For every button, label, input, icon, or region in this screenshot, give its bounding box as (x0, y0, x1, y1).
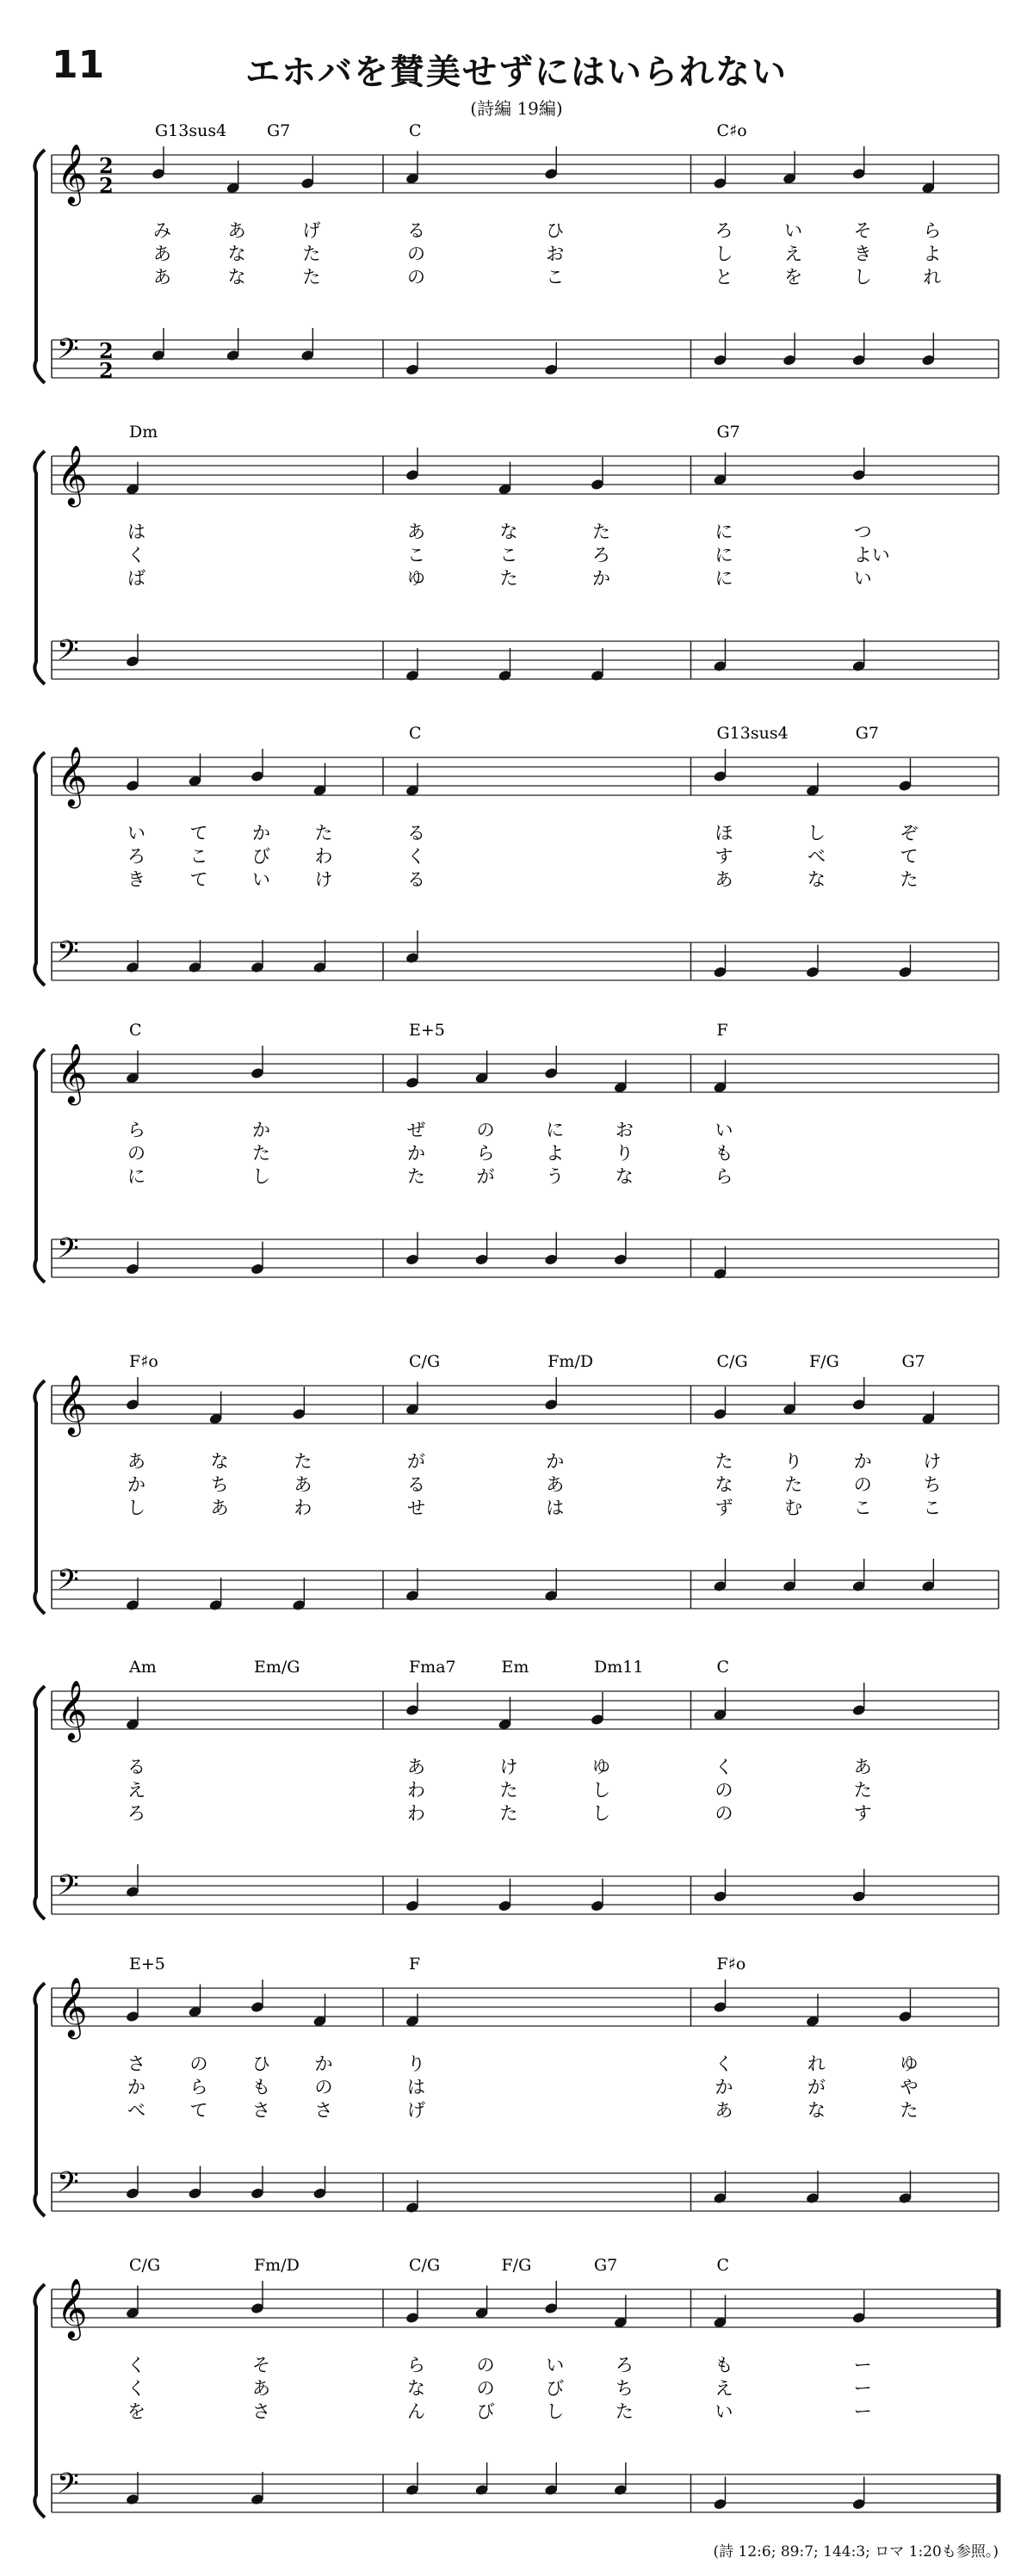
bass-clef-icon: 𝄢 (57, 333, 79, 373)
lyric-syllable: ろ (615, 2355, 634, 2375)
lyric-syllable: や (900, 2077, 919, 2097)
treble-staff (52, 2278, 999, 2340)
lyric-syllable: う (546, 1166, 565, 1187)
chord-symbol: Em (501, 1658, 529, 1677)
lyric-syllable: あ (127, 1451, 145, 1472)
system-bracket (34, 1381, 45, 1614)
chord-symbol: Em/G (254, 1658, 300, 1677)
chord-symbol: G13sus4 (716, 724, 789, 743)
lyric-syllable: ぞ (900, 823, 919, 843)
system-1 (34, 121, 999, 383)
lyric-syllable: て (900, 846, 919, 867)
bass-clef-icon: 𝄢 (57, 634, 79, 674)
lyric-syllable: ろ (127, 1803, 145, 1824)
treble-clef-icon: 𝄞 (57, 144, 88, 204)
lyric-syllable: ち (615, 2378, 634, 2399)
system-bracket (34, 1686, 45, 1919)
lyric-syllable: た (499, 568, 518, 589)
lyric-syllable: い (127, 823, 145, 843)
lyric-syllable: に (546, 1120, 565, 1140)
system-bracket (34, 150, 45, 383)
bass-clef-icon: 𝄢 (57, 1564, 79, 1603)
time-signature-top: 2 (99, 338, 114, 363)
lyric-syllable: の (476, 1120, 495, 1140)
lyric-syllable: わ (407, 1780, 425, 1801)
lyric-syllable: に (127, 1166, 145, 1187)
lyric-syllable: る (127, 1757, 145, 1777)
treble-clef-icon: 𝄞 (57, 746, 88, 806)
lyric-syllable: た (499, 1780, 518, 1801)
chord-symbol: C♯o (716, 121, 747, 140)
lyric-syllable: べ (807, 846, 826, 867)
lyric-syllable: こ (923, 1498, 942, 1518)
lyric-syllable: そ (853, 220, 872, 241)
chord-symbol: C (129, 1021, 142, 1040)
chord-symbol: Fma7 (409, 1658, 456, 1677)
lyric-syllable: け (499, 1757, 518, 1777)
lyric-syllable: す (714, 846, 733, 867)
treble-clef-icon: 𝄞 (57, 2278, 88, 2338)
lyric-syllable: く (127, 2378, 145, 2399)
chord-symbol: E+5 (409, 1021, 445, 1040)
lyric-syllable: あ (407, 1757, 425, 1777)
bass-staff (52, 1232, 999, 1277)
lyric-syllable: お (546, 244, 565, 264)
lyric-syllable: ぜ (407, 1120, 425, 1140)
chord-symbol: E+5 (129, 1955, 165, 1974)
lyric-syllable: る (407, 823, 425, 843)
lyric-syllable: な (210, 1451, 229, 1472)
lyric-syllable: な (807, 869, 826, 890)
lyric-syllable: く (714, 1757, 733, 1777)
lyric-syllable: な (499, 522, 518, 542)
lyric-syllable: の (476, 2355, 495, 2375)
lyric-syllable: あ (294, 1474, 312, 1495)
lyric-syllable: き (127, 869, 145, 890)
lyric-syllable: び (476, 2401, 495, 2422)
lyric-syllable: ら (476, 1143, 495, 1164)
lyric-syllable: く (127, 2355, 145, 2375)
lyric-syllable: わ (407, 1803, 425, 1824)
lyric-syllable: げ (302, 220, 321, 241)
lyric-syllable: し (592, 1780, 610, 1801)
system-bracket (34, 451, 45, 684)
chord-symbol: F (409, 1955, 421, 1974)
chord-symbol: C (716, 2256, 730, 2275)
lyric-syllable: た (407, 1166, 425, 1187)
lyric-syllable: か (546, 1451, 565, 1472)
lyric-syllable: た (784, 1474, 803, 1495)
lyric-syllable: の (853, 1474, 872, 1495)
lyric-syllable: も (714, 2355, 733, 2375)
lyric-syllable: ゆ (407, 568, 425, 589)
lyric-syllable: か (853, 1451, 872, 1472)
chord-symbol: C/G (716, 1352, 748, 1371)
bass-staff (52, 936, 999, 980)
lyric-syllable: ら (407, 2355, 425, 2375)
system-3 (34, 724, 999, 985)
lyric-syllable: ゆ (900, 2054, 919, 2074)
lyric-syllable: あ (407, 522, 425, 542)
lyric-syllable: る (407, 1474, 425, 1495)
chord-symbol: Fm/D (547, 1352, 594, 1371)
lyric-syllable: る (407, 869, 425, 890)
lyric-syllable: さ (252, 2100, 270, 2121)
lyric-syllable: そ (252, 2355, 270, 2375)
song-number: 11 (52, 43, 105, 87)
system-7 (34, 1955, 999, 2216)
system-bracket (34, 1983, 45, 2216)
lyric-syllable: た (615, 2401, 634, 2422)
lyric-syllable: よ (546, 1143, 565, 1164)
lyric-syllable: け (314, 869, 333, 890)
lyric-syllable: し (853, 267, 872, 287)
chord-symbol: F/G (501, 2256, 532, 2275)
lyric-syllable: れ (923, 267, 942, 287)
lyric-syllable: え (784, 244, 803, 264)
lyric-syllable: き (853, 244, 872, 264)
lyric-syllable: こ (407, 545, 425, 565)
lyric-syllable: の (127, 1143, 145, 1164)
lyric-syllable: か (252, 1120, 270, 1140)
bass-clef-icon: 𝄢 (57, 1869, 79, 1909)
bass-staff (52, 2166, 999, 2211)
lyric-syllable: わ (294, 1498, 312, 1518)
treble-clef-icon: 𝄞 (57, 1680, 88, 1740)
lyric-syllable: が (476, 1166, 495, 1187)
lyric-syllable: わ (314, 846, 333, 867)
bass-clef-icon: 𝄢 (57, 2166, 79, 2206)
lyric-syllable: ら (714, 1166, 733, 1187)
lyric-syllable: よい (853, 545, 890, 565)
lyric-syllable: る (407, 220, 425, 241)
lyric-syllable: ひ (546, 220, 565, 241)
lyric-syllable: ら (127, 1120, 145, 1140)
lyric-syllable: ー (853, 2355, 872, 2375)
lyric-syllable: み (153, 220, 171, 241)
lyric-syllable: ろ (592, 545, 610, 565)
lyric-syllable: け (923, 1451, 942, 1472)
lyric-syllable: は (546, 1498, 565, 1518)
lyric-syllable: か (127, 1474, 145, 1495)
lyric-syllable: た (252, 1143, 270, 1164)
system-5 (34, 1352, 999, 1614)
lyric-syllable: あ (853, 1757, 872, 1777)
lyric-syllable: ー (853, 2378, 872, 2399)
lyric-syllable: よ (923, 244, 942, 264)
lyric-syllable: な (227, 244, 246, 264)
lyric-syllable: な (227, 267, 246, 287)
lyric-syllable: か (252, 823, 270, 843)
chord-symbol: C (409, 724, 422, 743)
lyric-syllable: た (499, 1803, 518, 1824)
system-2 (34, 423, 999, 684)
lyric-syllable: あ (227, 220, 246, 241)
system-bracket (34, 2284, 45, 2517)
time-signature-top: 2 (99, 153, 114, 178)
lyric-syllable: の (714, 1780, 733, 1801)
chord-symbol: Am (129, 1658, 157, 1677)
chord-symbol: C/G (409, 1352, 441, 1371)
lyric-syllable: の (407, 267, 425, 287)
lyric-syllable: は (127, 522, 145, 542)
lyric-syllable: て (189, 2100, 208, 2121)
chord-symbol: C/G (409, 2256, 441, 2275)
chord-symbol: F♯o (129, 1352, 158, 1371)
song-subtitle: (詩編 19編) (470, 98, 563, 119)
system-6 (34, 1658, 999, 1919)
lyric-syllable: し (546, 2401, 565, 2422)
treble-clef-icon: 𝄞 (57, 1977, 88, 2037)
lyric-syllable: ら (189, 2077, 208, 2097)
treble-clef-icon: 𝄞 (57, 1374, 88, 1435)
chord-symbol: F♯o (716, 1955, 746, 1974)
lyric-syllable: し (252, 1166, 270, 1187)
lyric-syllable: た (302, 267, 321, 287)
lyric-syllable: に (714, 545, 733, 565)
lyric-syllable: ち (923, 1474, 942, 1495)
lyric-syllable: ゆ (592, 1757, 610, 1777)
lyric-syllable: い (853, 568, 872, 589)
lyric-syllable: こ (189, 846, 208, 867)
lyric-syllable: が (807, 2077, 826, 2097)
lyric-syllable: し (807, 823, 826, 843)
bass-clef-icon: 𝄢 (57, 1232, 79, 1272)
lyric-syllable: の (407, 244, 425, 264)
lyric-syllable: も (252, 2077, 270, 2097)
lyric-syllable: し (592, 1803, 610, 1824)
lyric-syllable: つ (853, 522, 872, 542)
lyric-syllable: く (127, 545, 145, 565)
lyric-syllable: た (714, 1451, 733, 1472)
song-title: エホバを賛美せずにはいられない (245, 53, 788, 92)
chord-symbol: G13sus4 (155, 121, 227, 140)
lyric-syllable: な (615, 1166, 634, 1187)
lyric-syllable: い (714, 1120, 733, 1140)
lyric-syllable: し (714, 244, 733, 264)
lyric-syllable: さ (314, 2100, 333, 2121)
lyric-syllable: く (714, 2054, 733, 2074)
chord-symbol: G7 (594, 2256, 618, 2275)
lyric-syllable: も (714, 1143, 733, 1164)
chord-symbol: Fm/D (254, 2256, 300, 2275)
lyric-syllable: い (252, 869, 270, 890)
treble-clef-icon: 𝄞 (57, 445, 88, 505)
lyric-syllable: た (853, 1780, 872, 1801)
lyric-syllable: あ (546, 1474, 565, 1495)
lyric-syllable: た (592, 522, 610, 542)
lyric-syllable: か (314, 2054, 333, 2074)
bass-staff (52, 1869, 999, 1914)
lyric-syllable: え (714, 2378, 733, 2399)
lyric-syllable: か (407, 1143, 425, 1164)
lyric-syllable: ら (923, 220, 942, 241)
chord-symbol: C/G (129, 2256, 161, 2275)
lyric-syllable: あ (153, 244, 171, 264)
lyric-syllable: く (407, 846, 425, 867)
lyric-syllable: い (546, 2355, 565, 2375)
system-4 (34, 1021, 999, 1282)
bass-clef-icon: 𝄢 (57, 936, 79, 975)
lyric-syllable: さ (127, 2054, 145, 2074)
chord-symbol: G7 (267, 121, 291, 140)
lyric-syllable: え (127, 1780, 145, 1801)
system-bracket (34, 1049, 45, 1282)
lyric-syllable: は (407, 2077, 425, 2097)
lyric-syllable: た (900, 869, 919, 890)
lyric-syllable: ひ (252, 2054, 270, 2074)
lyric-syllable: こ (499, 545, 518, 565)
lyric-syllable: の (189, 2054, 208, 2074)
chord-symbol: Dm11 (594, 1658, 644, 1677)
chord-symbol: C (409, 121, 422, 140)
time-signature-bottom: 2 (99, 173, 114, 198)
chord-symbol: G7 (716, 423, 740, 442)
lyric-syllable: ー (853, 2401, 872, 2422)
lyric-syllable: む (784, 1498, 803, 1518)
chord-symbol: Dm (129, 423, 158, 442)
lyric-syllable: あ (714, 869, 733, 890)
lyric-syllable: り (784, 1451, 803, 1472)
lyric-syllable: ん (407, 2401, 425, 2422)
lyric-syllable: か (127, 2077, 145, 2097)
bass-clef-icon: 𝄢 (57, 2468, 79, 2507)
lyric-syllable: に (714, 568, 733, 589)
scripture-footnote: (詩 12:6; 89:7; 144:3; ロマ 1:20も参照。) (713, 2543, 999, 2561)
lyric-syllable: に (714, 522, 733, 542)
lyric-syllable: れ (807, 2054, 826, 2074)
lyric-syllable: び (252, 846, 270, 867)
lyric-syllable: こ (853, 1498, 872, 1518)
lyric-syllable: ほ (714, 823, 733, 843)
chord-symbol: F/G (809, 1352, 839, 1371)
lyric-syllable: べ (127, 2100, 145, 2121)
lyric-syllable: い (784, 220, 803, 241)
lyric-syllable: を (127, 2401, 145, 2422)
lyric-syllable: ず (714, 1498, 733, 1518)
lyric-syllable: ば (127, 568, 145, 589)
lyric-syllable: の (476, 2378, 495, 2399)
lyric-syllable: あ (210, 1498, 229, 1518)
lyric-syllable: せ (407, 1498, 425, 1518)
lyric-syllable: な (407, 2378, 425, 2399)
lyric-syllable: あ (252, 2378, 270, 2399)
lyric-syllable: い (714, 2401, 733, 2422)
chord-symbol: G7 (855, 724, 880, 743)
lyric-syllable: が (407, 1451, 425, 1472)
lyric-syllable: か (592, 568, 610, 589)
lyric-syllable: と (714, 267, 733, 287)
lyric-syllable: た (302, 244, 321, 264)
chord-symbol: C (716, 1658, 730, 1677)
lyric-syllable: ろ (714, 220, 733, 241)
lyric-syllable: て (189, 823, 208, 843)
lyric-syllable: し (127, 1498, 145, 1518)
time-signature-bottom: 2 (99, 358, 114, 383)
lyric-syllable: ち (210, 1474, 229, 1495)
lyric-syllable: な (807, 2100, 826, 2121)
chord-symbol: F (716, 1021, 728, 1040)
lyric-syllable: お (615, 1120, 634, 1140)
lyric-syllable: ろ (127, 846, 145, 867)
lyric-syllable: あ (714, 2100, 733, 2121)
lyric-syllable: を (784, 267, 803, 287)
lyric-syllable: て (189, 869, 208, 890)
lyric-syllable: た (294, 1451, 312, 1472)
treble-staff (52, 1043, 999, 1105)
lyric-syllable: す (853, 1803, 872, 1824)
lyric-syllable: あ (153, 267, 171, 287)
lyric-syllable: こ (546, 267, 565, 287)
lyric-syllable: な (714, 1474, 733, 1495)
system-8 (34, 2256, 999, 2517)
lyric-syllable: か (714, 2077, 733, 2097)
lyric-syllable: び (546, 2378, 565, 2399)
lyric-syllable: た (314, 823, 333, 843)
lyric-syllable: げ (407, 2100, 425, 2121)
treble-clef-icon: 𝄞 (57, 1043, 88, 1103)
lyric-syllable: の (314, 2077, 333, 2097)
lyric-syllable: さ (252, 2401, 270, 2422)
lyric-syllable: の (714, 1803, 733, 1824)
bass-staff (52, 634, 999, 679)
lyric-syllable: た (900, 2100, 919, 2121)
lyric-syllable: り (407, 2054, 425, 2074)
lyric-syllable: り (615, 1143, 634, 1164)
chord-symbol: G7 (901, 1352, 925, 1371)
system-bracket (34, 752, 45, 985)
